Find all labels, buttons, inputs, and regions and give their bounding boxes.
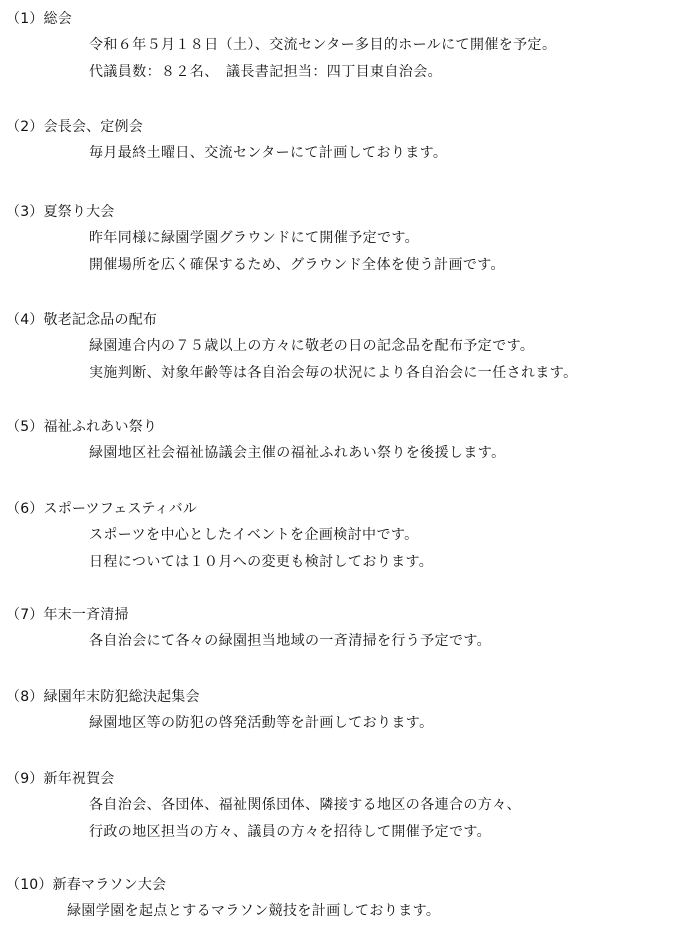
section-line: スポーツを中心としたイベントを企画検討中です。 — [89, 527, 419, 543]
section-line: 緑園地区社会福祉協議会主催の福祉ふれあい祭りを後援します。 — [89, 445, 506, 461]
section-line: 行政の地区担当の方々、議員の方々を招待して開催予定です。 — [89, 824, 492, 840]
section-line: 毎月最終土曜日、交流センターにて計画しております。 — [89, 145, 448, 161]
section-title: （3）夏祭り大会 — [6, 204, 115, 220]
section-line: 代議員数：８２名、 議長書記担当：四丁目東自治会。 — [89, 64, 442, 80]
section-title: （1）総会 — [6, 11, 72, 27]
section-line: 緑園学園を起点とするマラソン競技を計画しております。 — [67, 903, 441, 919]
section-line: 開催場所を広く確保するため、グラウンド全体を使う計画です。 — [89, 257, 505, 273]
section-line: 緑園連合内の７５歳以上の方々に敬老の日の記念品を配布予定です。 — [89, 338, 535, 354]
section-line: 昨年同様に緑園学園グラウンドにて開催予定です。 — [89, 230, 420, 246]
section-title: （2）会長会、定例会 — [6, 119, 143, 135]
section-title: （5）福祉ふれあい祭り — [6, 419, 158, 435]
section-line: 各自治会にて各々の緑園担当地域の一斉清掃を行う予定です。 — [89, 633, 492, 649]
section-line: 緑園地区等の防犯の啓発活動等を計画しております。 — [89, 715, 434, 731]
section-line: 実施判断、対象年齢等は各自治会毎の状況により各自治会に一任されます。 — [89, 365, 578, 381]
section-title: （7）年末一斉清掃 — [6, 607, 129, 623]
section-title: （9）新年祝賀会 — [6, 771, 115, 787]
section-title: （10）新春マラソン大会 — [6, 877, 167, 893]
section-title: （4）敬老記念品の配布 — [6, 312, 158, 328]
section-line: 令和６年５月１８日（土）、交流センター多目的ホールにて開催を予定。 — [89, 37, 557, 53]
section-title: （6）スポーツフェスティバル — [6, 501, 198, 517]
section-line: 各自治会、各団体、福祉関係団体、隣接する地区の各連合の方々、 — [89, 797, 521, 813]
section-title: （8）緑園年末防犯総決起集会 — [6, 689, 200, 705]
section-line: 日程については１０月への変更も検討しております。 — [89, 554, 434, 570]
